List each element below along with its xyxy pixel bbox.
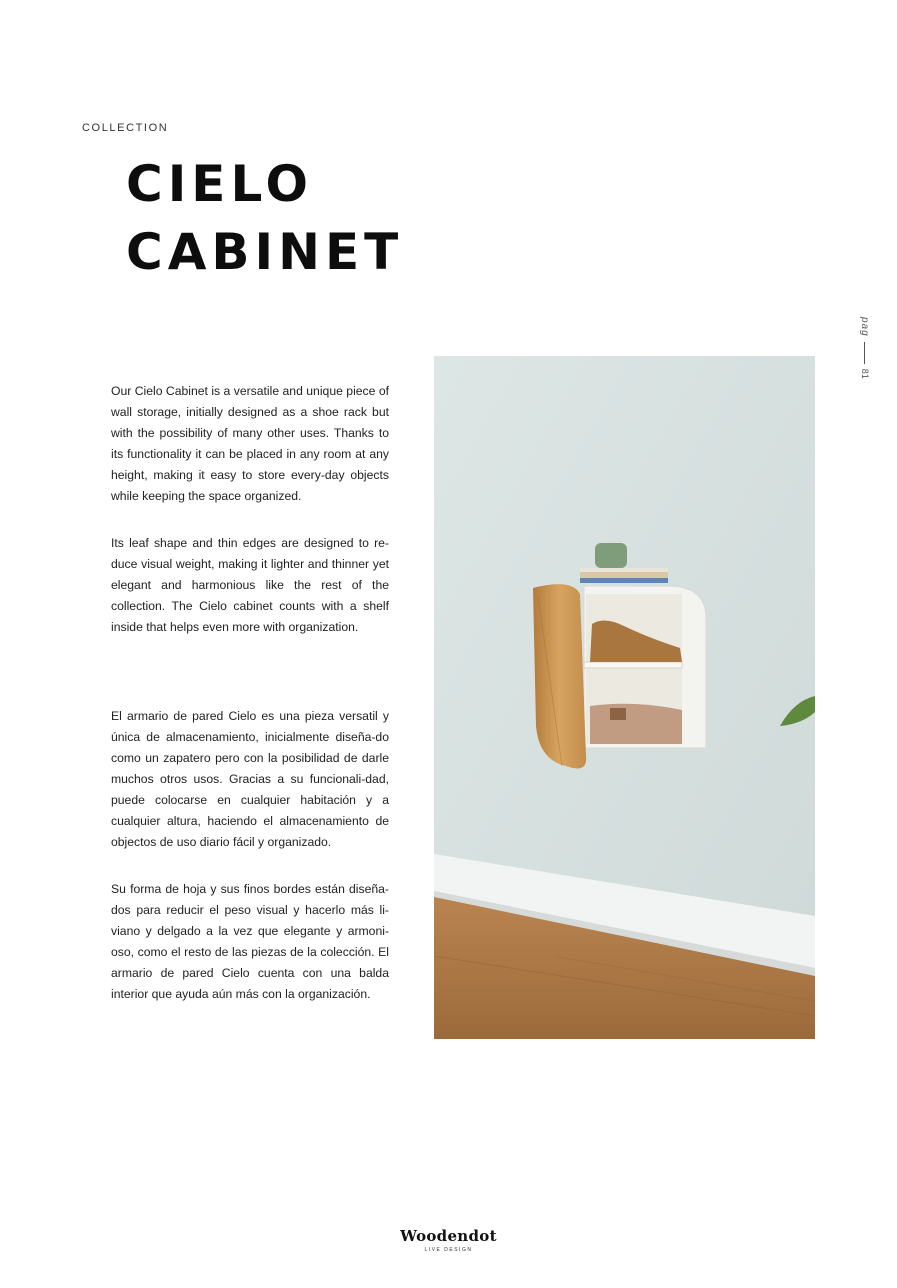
page-number: 81 — [860, 368, 870, 379]
spanish-paragraph-2 — [111, 879, 389, 1005]
english-text-2: Its leaf shape and thin edges are designed to re-duce visual weight, making it lighter and thinner yet elegant and harmonious like the rest of the collection. The Cielo cabinet counts with a shelf inside that helps even more with organization. — [111, 536, 389, 634]
collection-eyebrow: COLLECTION — [82, 122, 169, 134]
cabinet-shelf — [584, 662, 682, 668]
english-paragraph-2 — [111, 533, 389, 638]
page-prefix: pag — [859, 317, 871, 337]
green-vase — [595, 543, 627, 568]
title-line-2: CABINET — [126, 223, 404, 281]
sandal — [590, 704, 682, 744]
spanish-paragraph-1 — [111, 706, 389, 853]
english-text-1: Our Cielo Cabinet is a versatile and unique piece of wall storage, initially designed as a shoe rack but with the possibility of many other uses. Thanks to its functionality it can be placed in any room at any height, making it easy to store every-day objects while keeping the space organized. — [111, 384, 389, 503]
oak-door — [533, 584, 586, 768]
cabinet-photo-illustration — [434, 356, 815, 1039]
brand-tagline: LIVE DESIGN — [424, 1247, 473, 1253]
page-number-rule — [865, 342, 866, 364]
brand-logo — [0, 1227, 897, 1253]
page-number-marker — [850, 317, 880, 395]
title-line-1: CIELO — [126, 155, 314, 213]
spanish-text-2: Su forma de hoja y sus finos bordes están diseña-dos para reducir el peso visual y hacerlo más li-viano y delgado a la vez que elegante y armoni-oso, como el resto de las piezas de la colección. El armario de pared Cielo cuenta con una balda interior que ayuda aún más con la organización. — [111, 882, 389, 1001]
brand-name: Woodendot — [400, 1227, 497, 1245]
english-paragraph-1 — [111, 381, 389, 507]
cabinet-product-photo — [434, 356, 815, 1039]
page-title — [126, 150, 403, 286]
spanish-text-1: El armario de pared Cielo es una pieza versatil y única de almacenamiento, inicialmente diseña-do como un zapatero pero con la posibilidad de darle muchos otros usos. Gracias a su funcionali-dad, puede colocarse en cualquier habitación y a cualquier altura, haciendo el almacenamiento de objectos de uso diario fácil y organizado. — [111, 709, 389, 849]
